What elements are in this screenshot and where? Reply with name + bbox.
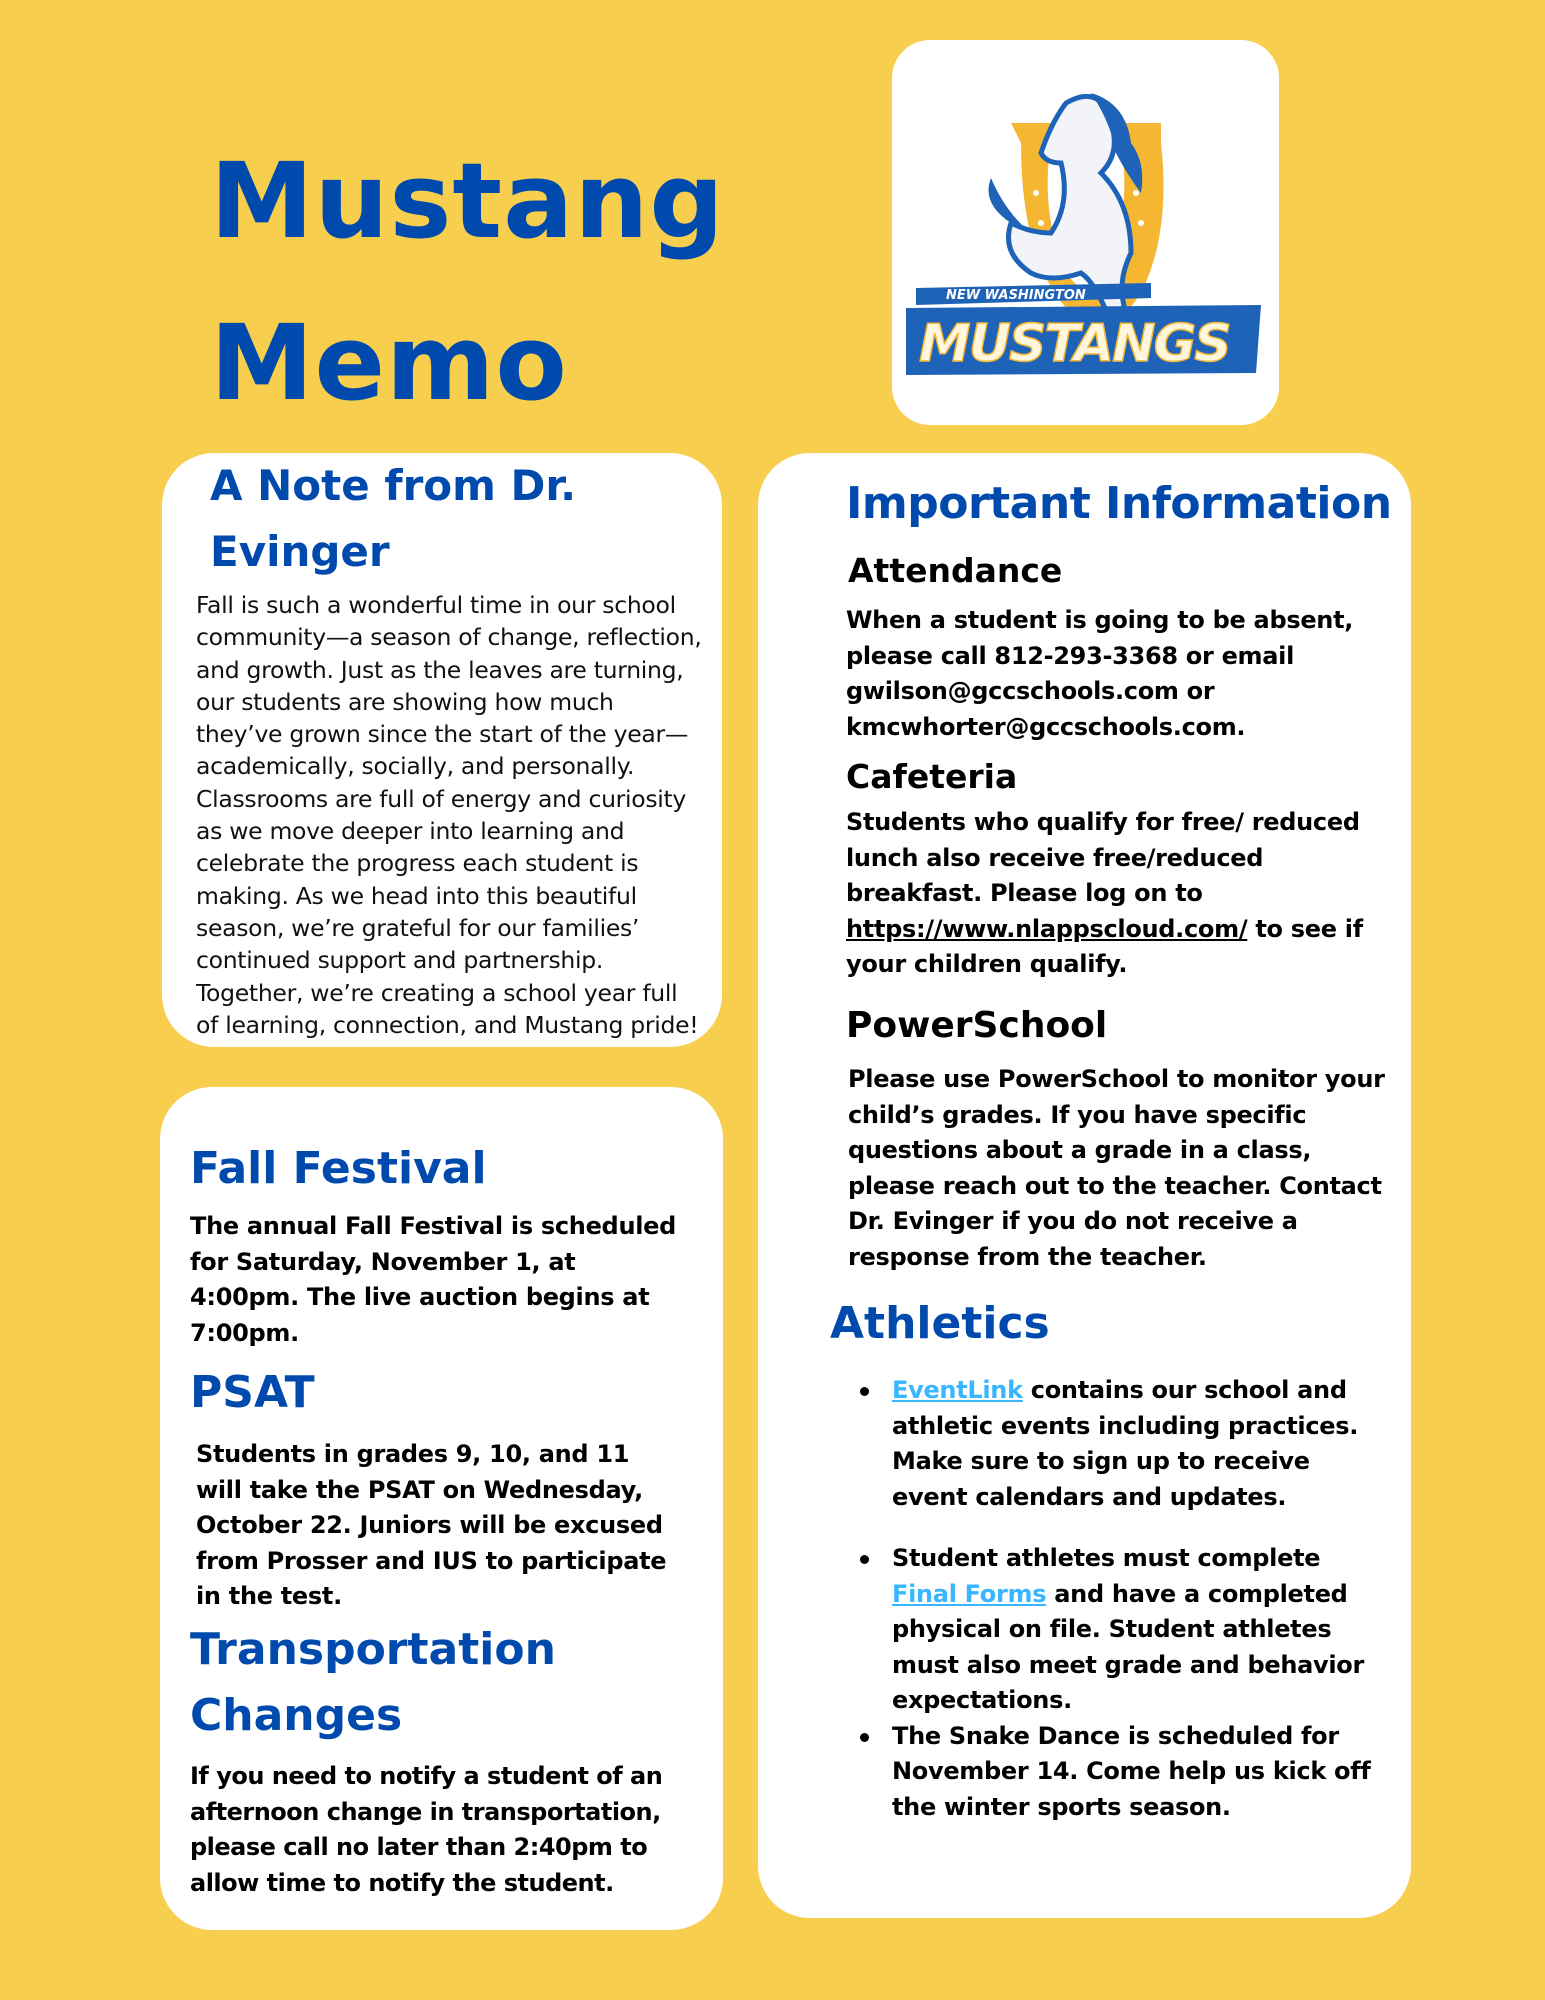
cafeteria-heading: Cafeteria <box>846 757 1018 796</box>
important-info-card <box>758 453 1411 1918</box>
cafeteria-text-before: Students who qualify for free/ reduced lunch also receive free/reduced breakfast. Please log on to <box>846 808 1360 907</box>
final-forms-link[interactable]: Final Forms <box>892 1579 1047 1608</box>
transportation-heading: Transportation Changes <box>190 1624 556 1741</box>
psat-body: Students in grades 9, 10, and 11 will take the PSAT on Wednesday, October 22. Juniors will be excused from Prosser and IUS to participate in the test. <box>196 1440 667 1610</box>
nlappscloud-link[interactable]: https://www.nlappscloud.com/ <box>846 914 1248 943</box>
powerschool-body: Please use PowerSchool to monitor your child’s grades. If you have specific questions about a grade in a class, please reach out to the teacher. Contact Dr. Evinger if you do not receive a response from the teacher. <box>848 1065 1385 1271</box>
cafeteria-body <box>846 805 1386 983</box>
title-line-1: Mustang <box>210 140 725 262</box>
events-card <box>160 1087 723 1930</box>
athletics-item-final-forms <box>858 1541 1378 1719</box>
athletics-item-text-before: Student athletes must complete <box>892 1544 1321 1572</box>
page-title <box>210 120 725 444</box>
svg-text:MUSTANGS: MUSTANGS <box>918 313 1230 374</box>
athletics-item-text: The Snake Dance is scheduled for November 14. Come help us kick off the winter sports season. <box>892 1721 1371 1821</box>
athletics-heading: Athletics <box>830 1298 1050 1349</box>
important-info-heading: Important Information <box>846 478 1392 529</box>
note-heading: A Note from Dr. Evinger <box>210 461 577 576</box>
cafeteria-text-after: to see if your children qualify. <box>846 914 1363 978</box>
athletics-item-text: contains our school and athletic events including practices. Make sure to sign up to receive event calendars and updates. <box>892 1376 1359 1511</box>
attendance-heading: Attendance <box>848 551 1063 590</box>
mustang-logo-icon <box>901 83 1271 383</box>
powerschool-heading: PowerSchool <box>846 1005 1108 1046</box>
transportation-body: If you need to notify a student of an afternoon change in transportation, please call no later than 2:40pm to allow time to notify the student. <box>190 1762 663 1897</box>
athletics-item-eventlink <box>858 1373 1378 1515</box>
athletics-item-snake-dance <box>858 1719 1378 1826</box>
athletics-item-text: and have a completed physical on file. Student athletes must also meet grade and behavior expectations. <box>892 1579 1365 1714</box>
logo-card <box>892 40 1279 425</box>
fall-festival-body: The annual Fall Festival is scheduled for Saturday, November 1, at 4:00pm. The live auction begins at 7:00pm. <box>190 1212 677 1347</box>
eventlink-link[interactable]: EventLink <box>892 1376 1023 1404</box>
attendance-body: When a student is going to be absent, please call 812-293-3368 or email gwilson@gccschools.com or kmcwhorter@gccschools.com. <box>846 606 1354 741</box>
fall-festival-heading: Fall Festival <box>190 1143 487 1194</box>
title-line-2: Memo <box>210 302 568 424</box>
psat-heading: PSAT <box>190 1367 315 1418</box>
athletics-list <box>858 1373 1378 1825</box>
note-card <box>162 453 722 1047</box>
note-body: Fall is such a wonderful time in our school community—a season of change, reflection, and growth. Just as the leaves are turning, our students are showing how much they’ve grown since the start of the year—academically, socially, and personally. Classrooms are full of energy and curiosity as we move deeper into learning and celebrate the progress each student is making. As we head into this beautiful season, we’re grateful for our families’ continued support and partnership. Together, we’re creating a school year full of learning, connection, and Mustang pride! <box>196 591 702 1039</box>
svg-text:NEW WASHINGTON: NEW WASHINGTON <box>945 287 1086 303</box>
